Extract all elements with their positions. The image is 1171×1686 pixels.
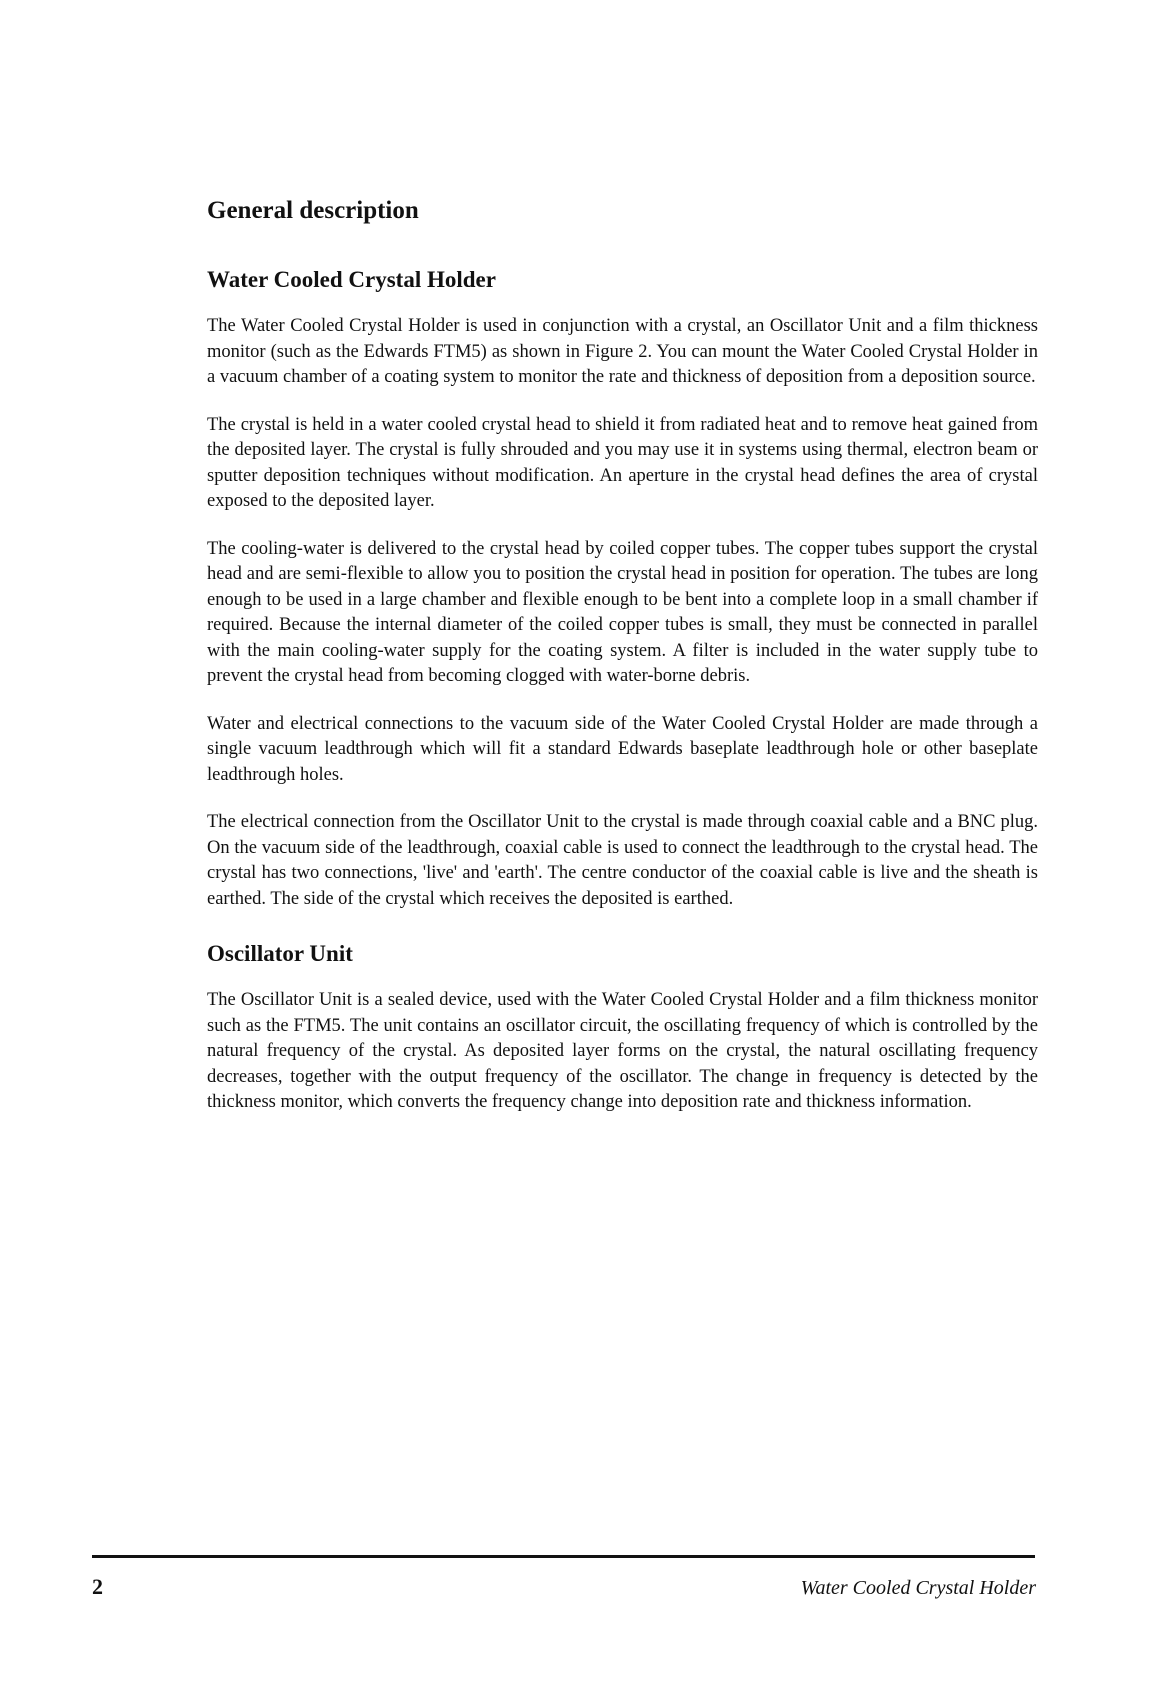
water-cooled-heading: Water Cooled Crystal Holder (207, 267, 496, 292)
page-content (205, 196, 1038, 1138)
water-cooled-paragraph-5: The electrical connection from the Oscillator Unit to the crystal is made through coaxial cable and a BNC plug. On the vacuum side of the leadthrough, coaxial cable is used to connect the leadthrough to the crystal head. The crystal has two connections, 'live' and 'earth'. The centre conductor of the coaxial cable is live and the sheath is earthed. The side of the crystal which receives the deposited is earthed. (207, 812, 1038, 909)
footer-document-title: Water Cooled Crystal Holder (800, 1577, 1036, 1599)
oscillator-paragraph-1: The Oscillator Unit is a sealed device, used with the Water Cooled Crystal Holder and a film thickness monitor such as the FTM5. The unit contains an oscillator circuit, the oscillating frequency of which is controlled by the natural frequency of the crystal. As deposited layer forms on the crystal, the natural oscillating frequency decreases, together with the output frequency of the oscillator. The change in frequency is detected by the thickness monitor, which converts the frequency change into deposition rate and thickness information. (207, 990, 1038, 1112)
water-cooled-paragraph-4: Water and electrical connections to the vacuum side of the Water Cooled Crystal Holder are made through a single vacuum leadthrough which will fit a standard Edwards baseplate leadthrough hole or other baseplate leadthrough holes. (207, 713, 1038, 785)
page-number: 2 (92, 1574, 103, 1599)
oscillator-heading: Oscillator Unit (207, 941, 353, 966)
water-cooled-paragraph-3: The cooling-water is delivered to the crystal head by coiled copper tubes. The copper tubes support the crystal head and are semi-flexible to allow you to position the crystal head in position for operation. The tubes are long enough to be used in a large chamber and flexible enough to be bent into a complete loop in a small chamber if required. Because the internal diameter of the coiled copper tubes is small, they must be connected in parallel with the main cooling-water supply for the coating system. A filter is included in the water supply tube to prevent the crystal head from becoming clogged with water-borne debris. (207, 538, 1038, 686)
footer-rule (92, 1555, 1035, 1558)
water-cooled-paragraph-1: The Water Cooled Crystal Holder is used in conjunction with a crystal, an Oscillator Unit and a film thickness monitor (such as the Edwards FTM5) as shown in Figure 2. You can mount the Water Cooled Crystal Holder in a vacuum chamber of a coating system to monitor the rate and thickness of deposition from a deposition source. (207, 316, 1038, 387)
water-cooled-paragraph-2: The crystal is held in a water cooled crystal head to shield it from radiated heat and to remove heat gained from the deposited layer. The crystal is fully shrouded and you may use it in systems using thermal, electron beam or sputter deposition techniques without modification. An aperture in the crystal head defines the area of crystal exposed to the deposited layer. (207, 414, 1038, 511)
section-title: General description (207, 197, 419, 224)
